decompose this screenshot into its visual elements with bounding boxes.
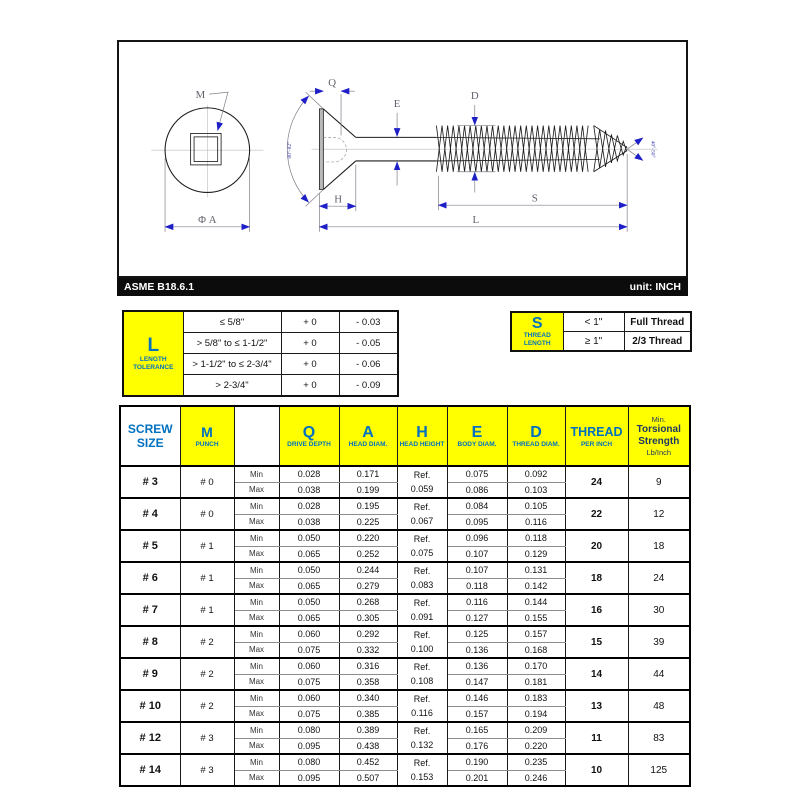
e-min-cell: 0.107 xyxy=(447,562,507,578)
d-max-cell: 0.194 xyxy=(507,706,565,722)
a-min-cell: 0.340 xyxy=(339,690,397,706)
table-row xyxy=(120,498,690,514)
a-max-cell: 0.332 xyxy=(339,642,397,658)
a-min-cell: 0.220 xyxy=(339,530,397,546)
punch-cell: # 3 xyxy=(180,722,234,754)
max-label-cell: Max xyxy=(234,770,279,786)
threads-per-inch-cell: 15 xyxy=(565,626,628,658)
threads-per-inch-cell: 14 xyxy=(565,658,628,690)
punch-cell: # 1 xyxy=(180,562,234,594)
a-max-cell: 0.225 xyxy=(339,514,397,530)
q-max-cell: 0.095 xyxy=(279,770,339,786)
q-max-cell: 0.038 xyxy=(279,482,339,498)
h-value: 0.108 xyxy=(410,676,434,686)
d-max-cell: 0.181 xyxy=(507,674,565,690)
plus-cell: + 0 xyxy=(281,354,339,375)
square-recess-outer xyxy=(191,133,221,164)
max-label-cell: Max xyxy=(234,514,279,530)
q-max-cell: 0.075 xyxy=(279,706,339,722)
e-max-cell: 0.136 xyxy=(447,642,507,658)
torsional-strength-cell: 12 xyxy=(628,498,690,530)
h-value: 0.083 xyxy=(410,580,434,590)
q-max-cell: 0.065 xyxy=(279,610,339,626)
punch-cell: # 0 xyxy=(180,498,234,530)
plus-cell: + 0 xyxy=(281,333,339,354)
e-min-cell: 0.084 xyxy=(447,498,507,514)
spec-table-body xyxy=(120,466,690,786)
header-h: H HEAD HEIGHT xyxy=(397,406,447,466)
torsional-strength-cell: 44 xyxy=(628,658,690,690)
header-q: Q DRIVE DEPTH xyxy=(279,406,339,466)
d-min-cell: 0.105 xyxy=(507,498,565,514)
punch-cell: # 3 xyxy=(180,754,234,786)
max-label-cell: Max xyxy=(234,546,279,562)
d-min-cell: 0.092 xyxy=(507,466,565,482)
header-punch: M PUNCH xyxy=(180,406,234,466)
e-max-cell: 0.157 xyxy=(447,706,507,722)
h-ref-label: Ref. xyxy=(413,565,431,576)
h-value: 0.132 xyxy=(410,740,434,750)
head-angle-label: 80°-82° xyxy=(286,141,293,159)
h-cell xyxy=(397,722,447,754)
a-min-cell: 0.316 xyxy=(339,658,397,674)
e-min-cell: 0.075 xyxy=(447,466,507,482)
h-value: 0.153 xyxy=(410,772,434,782)
punch-cell: # 0 xyxy=(180,466,234,498)
h-cell xyxy=(397,658,447,690)
e-min-cell: 0.146 xyxy=(447,690,507,706)
h-ref-label: Ref. xyxy=(413,757,431,768)
plus-cell: + 0 xyxy=(281,311,339,333)
screw-size-cell: # 8 xyxy=(120,626,180,658)
q-max-cell: 0.075 xyxy=(279,674,339,690)
min-label-cell: Min xyxy=(234,594,279,610)
e-min-cell: 0.136 xyxy=(447,658,507,674)
d-max-cell: 0.246 xyxy=(507,770,565,786)
max-label-cell: Max xyxy=(234,642,279,658)
threads-per-inch-cell: 16 xyxy=(565,594,628,626)
d-min-cell: 0.131 xyxy=(507,562,565,578)
dim-label-m: M xyxy=(195,89,206,102)
q-max-cell: 0.065 xyxy=(279,546,339,562)
q-min-cell: 0.050 xyxy=(279,594,339,610)
a-min-cell: 0.452 xyxy=(339,754,397,770)
threads-per-inch-cell: 22 xyxy=(565,498,628,530)
h-cell xyxy=(397,754,447,786)
h-value: 0.091 xyxy=(410,612,434,622)
h-ref-label: Ref. xyxy=(413,661,431,672)
q-min-cell: 0.060 xyxy=(279,658,339,674)
h-cell xyxy=(397,626,447,658)
max-label-cell: Max xyxy=(234,738,279,754)
torsional-strength-cell: 125 xyxy=(628,754,690,786)
dim-label-q: Q xyxy=(328,77,337,90)
value-cell: 2/3 Thread xyxy=(624,332,691,352)
point-angle-label: 40°-50° xyxy=(649,140,656,158)
torsional-strength-cell: 18 xyxy=(628,530,690,562)
technical-drawing-panel xyxy=(117,40,688,278)
max-label-cell: Max xyxy=(234,482,279,498)
s-name-line2: LENGTH xyxy=(523,340,551,347)
d-max-cell: 0.220 xyxy=(507,738,565,754)
q-max-cell: 0.065 xyxy=(279,578,339,594)
a-max-cell: 0.438 xyxy=(339,738,397,754)
range-cell: ≤ 5/8" xyxy=(183,311,281,333)
point-taper-outline xyxy=(594,126,627,172)
punch-cell: # 1 xyxy=(180,594,234,626)
d-min-cell: 0.170 xyxy=(507,658,565,674)
d-max-cell: 0.155 xyxy=(507,610,565,626)
thread-zigzag-2 xyxy=(436,126,588,172)
min-label-cell: Min xyxy=(234,722,279,738)
torsional-strength-cell: 30 xyxy=(628,594,690,626)
torsional-strength-cell: 9 xyxy=(628,466,690,498)
dim-label-e: E xyxy=(393,97,401,110)
unit-label: unit: INCH xyxy=(629,281,681,293)
s-symbol: S xyxy=(531,315,543,332)
e-max-cell: 0.095 xyxy=(447,514,507,530)
h-ref-label: Ref. xyxy=(413,597,431,608)
e-min-cell: 0.165 xyxy=(447,722,507,738)
min-label-cell: Min xyxy=(234,690,279,706)
range-cell: ≥ 1" xyxy=(563,332,624,352)
h-cell xyxy=(397,530,447,562)
d-min-cell: 0.209 xyxy=(507,722,565,738)
e-max-cell: 0.176 xyxy=(447,738,507,754)
d-max-cell: 0.142 xyxy=(507,578,565,594)
threads-per-inch-cell: 18 xyxy=(565,562,628,594)
q-min-cell: 0.028 xyxy=(279,498,339,514)
h-ref-label: Ref. xyxy=(413,501,431,512)
min-label-cell: Min xyxy=(234,530,279,546)
e-min-cell: 0.116 xyxy=(447,594,507,610)
q-min-cell: 0.028 xyxy=(279,466,339,482)
l-symbol-cell xyxy=(123,311,183,396)
standard-name: ASME B18.6.1 xyxy=(124,281,195,293)
s-symbol-cell xyxy=(511,312,563,351)
table-row xyxy=(120,722,690,738)
h-ref-label: Ref. xyxy=(413,533,431,544)
q-min-cell: 0.050 xyxy=(279,530,339,546)
e-min-cell: 0.190 xyxy=(447,754,507,770)
table-row xyxy=(120,690,690,706)
square-recess-inner xyxy=(194,137,218,162)
a-min-cell: 0.268 xyxy=(339,594,397,610)
punch-cell: # 2 xyxy=(180,690,234,722)
q-min-cell: 0.060 xyxy=(279,626,339,642)
max-label-cell: Max xyxy=(234,674,279,690)
d-min-cell: 0.235 xyxy=(507,754,565,770)
screw-size-cell: # 3 xyxy=(120,466,180,498)
screw-spec-table xyxy=(119,405,691,787)
screw-size-cell: # 12 xyxy=(120,722,180,754)
screw-size-cell: # 4 xyxy=(120,498,180,530)
h-cell xyxy=(397,466,447,498)
range-cell: < 1" xyxy=(563,312,624,332)
table-row xyxy=(120,626,690,642)
threads-per-inch-cell: 13 xyxy=(565,690,628,722)
l-name-line2: TOLERANCE xyxy=(133,363,174,371)
q-min-cell: 0.080 xyxy=(279,722,339,738)
l-name-line1: LENGTH xyxy=(139,355,167,363)
threads-per-inch-cell: 20 xyxy=(565,530,628,562)
a-max-cell: 0.507 xyxy=(339,770,397,786)
q-min-cell: 0.080 xyxy=(279,754,339,770)
threads-per-inch-cell: 24 xyxy=(565,466,628,498)
table-row xyxy=(120,754,690,770)
e-max-cell: 0.118 xyxy=(447,578,507,594)
min-label-cell: Min xyxy=(234,466,279,482)
d-min-cell: 0.157 xyxy=(507,626,565,642)
h-ref-label: Ref. xyxy=(413,629,431,640)
d-max-cell: 0.168 xyxy=(507,642,565,658)
minus-cell: - 0.05 xyxy=(339,333,398,354)
screw-size-cell: # 7 xyxy=(120,594,180,626)
dim-label-phi-a: Φ A xyxy=(198,213,217,226)
header-screw-size: SCREW SIZE xyxy=(120,406,180,466)
q-min-cell: 0.060 xyxy=(279,690,339,706)
e-max-cell: 0.201 xyxy=(447,770,507,786)
table-row xyxy=(511,312,691,332)
table-row xyxy=(123,311,398,333)
minus-cell: - 0.06 xyxy=(339,354,398,375)
torsional-strength-cell: 39 xyxy=(628,626,690,658)
header-a: A HEAD DIAM. xyxy=(339,406,397,466)
a-max-cell: 0.279 xyxy=(339,578,397,594)
header-e: E BODY DIAM. xyxy=(447,406,507,466)
range-cell: > 1-1/2" to ≤ 2-3/4" xyxy=(183,354,281,375)
head-face xyxy=(319,109,323,190)
torsional-strength-cell: 83 xyxy=(628,722,690,754)
h-ref-label: Ref. xyxy=(413,725,431,736)
a-min-cell: 0.389 xyxy=(339,722,397,738)
e-min-cell: 0.096 xyxy=(447,530,507,546)
screw-size-cell: # 5 xyxy=(120,530,180,562)
dim-label-s: S xyxy=(531,192,538,205)
screw-size-cell: # 9 xyxy=(120,658,180,690)
table-row xyxy=(120,658,690,674)
h-value: 0.059 xyxy=(410,484,434,494)
front-view xyxy=(151,89,263,232)
table-row xyxy=(120,466,690,482)
screw-drawing xyxy=(119,42,686,276)
h-value: 0.067 xyxy=(410,516,434,526)
screw-size-cell: # 6 xyxy=(120,562,180,594)
h-cell xyxy=(397,594,447,626)
e-max-cell: 0.107 xyxy=(447,546,507,562)
table-row xyxy=(120,594,690,610)
d-max-cell: 0.103 xyxy=(507,482,565,498)
threads-per-inch-cell: 10 xyxy=(565,754,628,786)
e-max-cell: 0.147 xyxy=(447,674,507,690)
title-bar xyxy=(117,278,688,296)
min-label-cell: Min xyxy=(234,658,279,674)
screw-size-cell: # 10 xyxy=(120,690,180,722)
d-max-cell: 0.129 xyxy=(507,546,565,562)
min-label-cell: Min xyxy=(234,498,279,514)
dim-label-l: L xyxy=(472,213,480,226)
a-max-cell: 0.252 xyxy=(339,546,397,562)
h-value: 0.075 xyxy=(410,548,434,558)
header-thread-per-inch: THREAD PER INCH xyxy=(565,406,628,466)
d-max-cell: 0.116 xyxy=(507,514,565,530)
a-min-cell: 0.244 xyxy=(339,562,397,578)
a-min-cell: 0.292 xyxy=(339,626,397,642)
h-cell xyxy=(397,562,447,594)
h-ref-label: Ref. xyxy=(413,469,431,480)
plus-cell: + 0 xyxy=(281,375,339,397)
q-max-cell: 0.075 xyxy=(279,642,339,658)
h-ref-label: Ref. xyxy=(413,693,431,704)
range-cell: > 2-3/4" xyxy=(183,375,281,397)
torsional-strength-cell: 24 xyxy=(628,562,690,594)
recess-hidden-line xyxy=(323,137,346,162)
min-label-cell: Min xyxy=(234,754,279,770)
punch-cell: # 2 xyxy=(180,626,234,658)
table-row xyxy=(120,562,690,578)
h-value: 0.100 xyxy=(410,644,434,654)
side-view xyxy=(286,77,658,232)
header-row xyxy=(120,406,690,466)
max-label-cell: Max xyxy=(234,610,279,626)
punch-cell: # 1 xyxy=(180,530,234,562)
q-min-cell: 0.050 xyxy=(279,562,339,578)
table-row xyxy=(120,530,690,546)
torsional-strength-cell: 48 xyxy=(628,690,690,722)
punch-cell: # 2 xyxy=(180,658,234,690)
a-max-cell: 0.385 xyxy=(339,706,397,722)
minus-cell: - 0.03 xyxy=(339,311,398,333)
max-label-cell: Max xyxy=(234,578,279,594)
threads-per-inch-cell: 11 xyxy=(565,722,628,754)
s-name-line1: THREAD xyxy=(523,332,551,339)
a-min-cell: 0.171 xyxy=(339,466,397,482)
l-symbol: L xyxy=(147,334,160,356)
a-max-cell: 0.358 xyxy=(339,674,397,690)
a-max-cell: 0.199 xyxy=(339,482,397,498)
min-label-cell: Min xyxy=(234,626,279,642)
e-max-cell: 0.127 xyxy=(447,610,507,626)
h-cell xyxy=(397,690,447,722)
dim-label-h: H xyxy=(334,193,343,206)
length-tolerance-table xyxy=(122,310,399,397)
range-cell: > 5/8" to ≤ 1-1/2" xyxy=(183,333,281,354)
d-min-cell: 0.144 xyxy=(507,594,565,610)
d-min-cell: 0.183 xyxy=(507,690,565,706)
min-label-cell: Min xyxy=(234,562,279,578)
header-d: D THREAD DIAM. xyxy=(507,406,565,466)
e-max-cell: 0.086 xyxy=(447,482,507,498)
q-max-cell: 0.038 xyxy=(279,514,339,530)
max-label-cell: Max xyxy=(234,706,279,722)
e-min-cell: 0.125 xyxy=(447,626,507,642)
dim-label-d: D xyxy=(470,90,479,103)
header-torsional-strength: Min. Torsional Strength Lb/Inch xyxy=(628,406,690,466)
q-max-cell: 0.095 xyxy=(279,738,339,754)
h-cell xyxy=(397,498,447,530)
h-value: 0.116 xyxy=(411,708,433,718)
screw-size-cell: # 14 xyxy=(120,754,180,786)
thread-length-table xyxy=(510,311,692,352)
d-min-cell: 0.118 xyxy=(507,530,565,546)
a-min-cell: 0.195 xyxy=(339,498,397,514)
minus-cell: - 0.09 xyxy=(339,375,398,397)
header-minmax xyxy=(234,406,279,466)
value-cell: Full Thread xyxy=(624,312,691,332)
a-max-cell: 0.305 xyxy=(339,610,397,626)
